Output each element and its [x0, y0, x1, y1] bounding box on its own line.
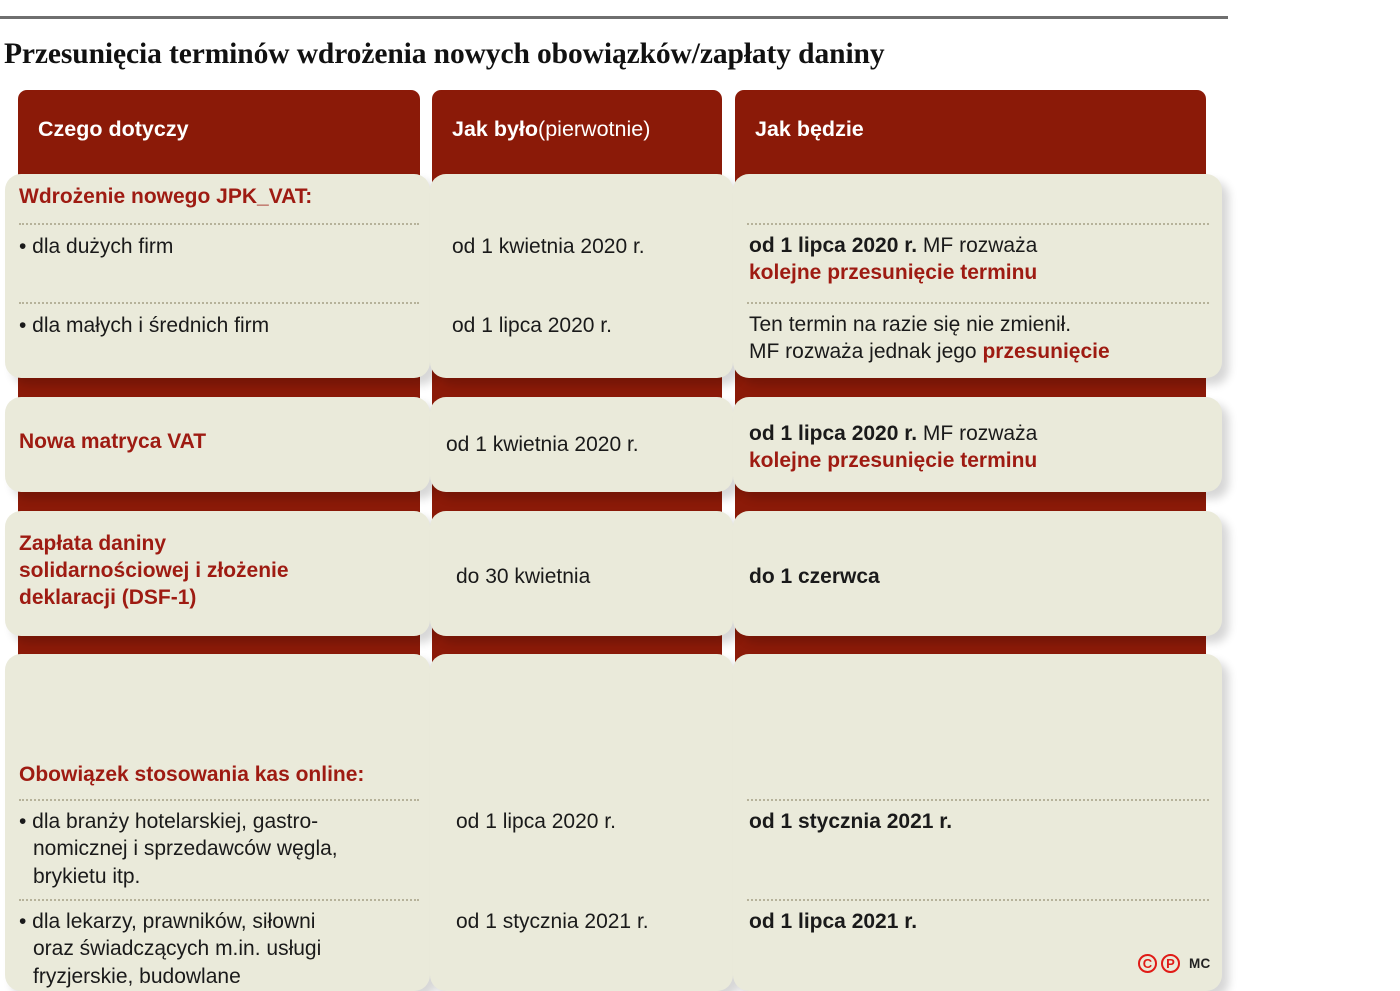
section-1-row-2-will	[749, 311, 1110, 366]
section-1-row-1-will-red: kolejne przesunięcie terminu	[749, 261, 1038, 285]
published-icon: P	[1161, 954, 1180, 973]
section-4-divider-2-will	[747, 899, 1209, 901]
section-1-title: Wdrożenie nowego JPK_VAT:	[19, 185, 313, 208]
section-3-title-l3: deklaracji (DSF-1)	[19, 585, 197, 609]
column-header-was-label: Jak było	[452, 116, 539, 141]
comparison-table	[0, 90, 1400, 988]
section-4-row-2-what-l2: oraz świadczących m.in. usługi	[33, 937, 322, 961]
section-3-title-l2: solidarnościowej i złożenie	[19, 558, 289, 582]
page-title: Przesunięcia terminów wdrożenia nowych obowiązków/zapłaty daniny	[4, 38, 885, 70]
section-1-divider-1-what	[19, 223, 419, 225]
section-2-row-1-will-bold: od 1 lipca 2020 r.	[749, 422, 918, 445]
section-2-row-1-will-red: kolejne przesunięcie terminu	[749, 449, 1038, 473]
section-2-row-1-was: od 1 kwietnia 2020 r.	[446, 433, 639, 456]
section-2-row-1-will-rest: MF rozważa	[917, 422, 1038, 445]
section-3-title-l1: Zapłata daniny	[19, 532, 167, 555]
section-1-row-2-will-l2: MF rozważa jednak jego	[749, 340, 983, 364]
section-3-title	[19, 531, 289, 612]
section-1-row-2-will-l1: Ten termin na razie się nie zmienił.	[749, 313, 1072, 336]
section-4-row-1-what-l1: • dla branży hotelarskiej, gastro-	[19, 810, 319, 833]
section-4-row-2-what-l3: fryzjerskie, budowlane	[33, 964, 241, 988]
section-4-title: Obowiązek stosowania kas online:	[19, 763, 365, 786]
column-header-will-label: Jak będzie	[755, 116, 864, 141]
section-1-row-2-was: od 1 lipca 2020 r.	[452, 314, 612, 337]
column-header-what	[18, 90, 420, 168]
author-initials: MC	[1189, 956, 1211, 971]
section-1-card-was	[430, 174, 733, 378]
section-3-row-1-will: do 1 czerwca	[749, 565, 880, 588]
section-1-row-1-will-bold: od 1 lipca 2020 r.	[749, 234, 918, 257]
section-1-row-2-will-red: przesunięcie	[982, 340, 1110, 364]
section-1-divider-2-what	[19, 302, 419, 304]
column-header-was-sub: (pierwotnie)	[538, 116, 651, 141]
section-3-row-1-was: do 30 kwietnia	[456, 565, 591, 588]
column-header-will	[735, 90, 1206, 168]
section-4-row-1-was: od 1 lipca 2020 r.	[456, 810, 616, 833]
section-1-row-2-what: • dla małych i średnich firm	[19, 314, 270, 337]
section-1-row-1-was: od 1 kwietnia 2020 r.	[452, 235, 645, 258]
section-4-row-2-what-l1: • dla lekarzy, prawników, siłowni	[19, 910, 316, 933]
section-4-divider-1-will	[747, 799, 1209, 801]
top-divider-rule	[0, 16, 1228, 19]
section-1-divider-2-will	[747, 302, 1209, 304]
section-4-row-1-what	[19, 808, 1392, 890]
section-4-row-1-what-l2: nomicznej i sprzedawców węgla,	[33, 837, 338, 861]
column-header-was	[432, 90, 722, 168]
section-4-row-1-what-l3: brykietu itp.	[33, 864, 141, 888]
column-header-what-label: Czego dotyczy	[38, 116, 189, 141]
section-4-row-2-what	[19, 908, 1392, 990]
section-2-row-1-will	[749, 420, 1037, 475]
section-4-row-2-will: od 1 lipca 2021 r.	[749, 910, 918, 933]
section-1-row-1-will	[749, 232, 1037, 287]
section-4-divider-1-what	[19, 799, 419, 801]
section-2-title: Nowa matryca VAT	[19, 430, 207, 453]
section-4-divider-2-what	[19, 899, 419, 901]
section-1-row-1-what: • dla dużych firm	[19, 235, 174, 258]
section-4-row-1-will: od 1 stycznia 2021 r.	[749, 810, 953, 833]
section-1-row-1-will-rest: MF rozważa	[917, 234, 1038, 257]
copyright-logo	[1138, 954, 1211, 973]
section-1-divider-1-will	[747, 223, 1209, 225]
copyright-icon: C	[1138, 954, 1157, 973]
section-4-row-2-was: od 1 stycznia 2021 r.	[456, 910, 649, 933]
